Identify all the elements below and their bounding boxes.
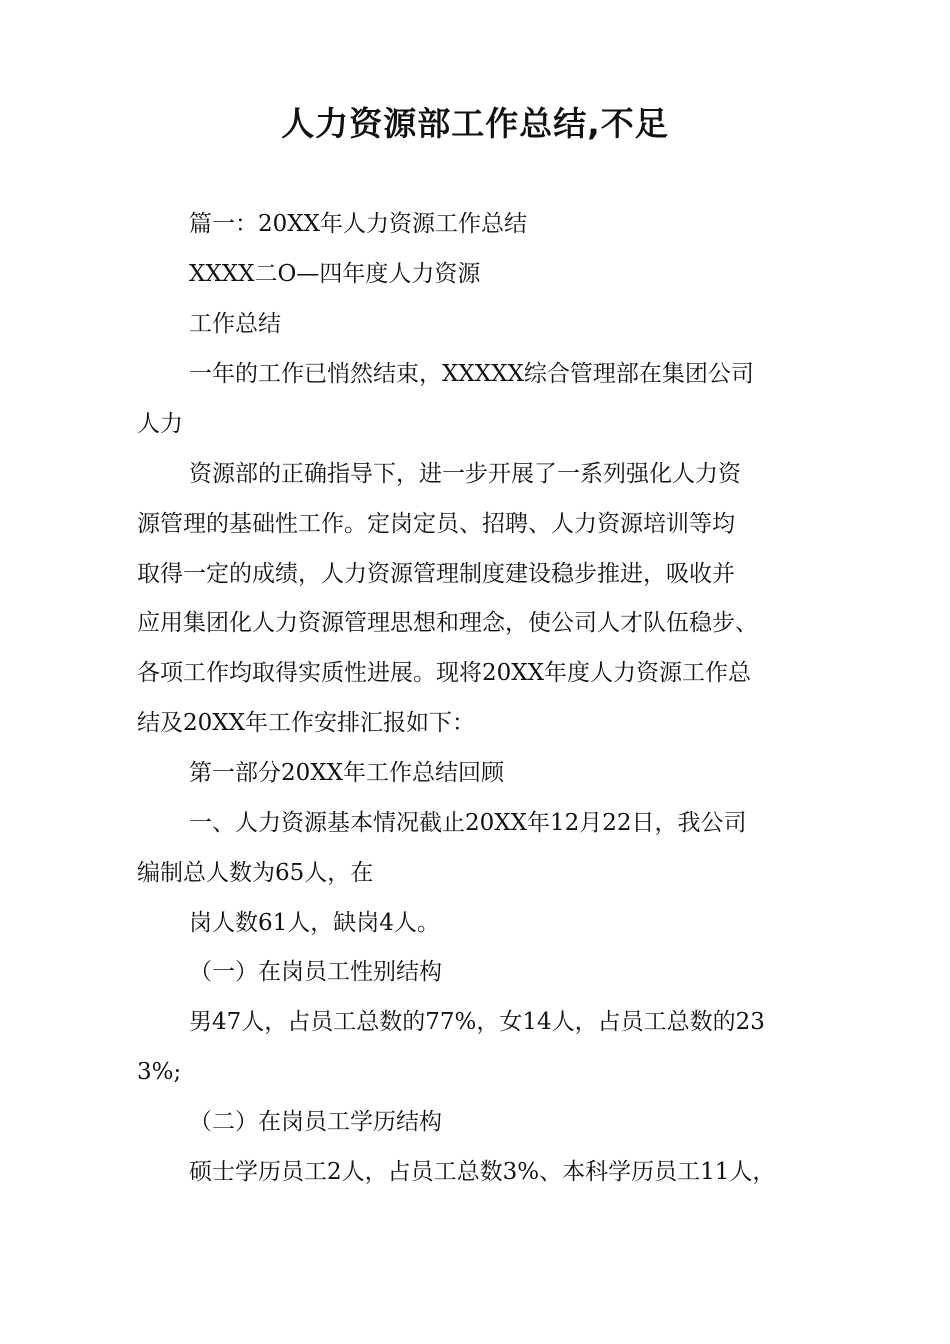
paragraph-line: 3%; [137,1059,182,1085]
paragraph-line: 工作总结 [189,311,281,337]
paragraph-line: 篇一：20XX年人力资源工作总结 [189,211,528,237]
paragraph-line: （二）在岗员工学历结构 [189,1109,442,1135]
paragraph-line: XXXX二O—四年度人力资源 [189,261,481,287]
document-title: 人力资源部工作总结,不足 [281,104,669,143]
paragraph-line: （一）在岗员工性别结构 [189,959,442,985]
paragraph-line: 资源部的正确指导下，进一步开展了一系列强化人力资 [189,461,741,487]
paragraph-line: 一、人力资源基本情况截止20XX年12月22日，我公司 [189,810,747,836]
paragraph-line: 一年的工作已悄然结束，XXXXX综合管理部在集团公司 [189,361,754,387]
paragraph-line: 结及20XX年工作安排汇报如下： [137,710,476,736]
paragraph-line: 各项工作均取得实质性进展。现将20XX年度人力资源工作总 [137,660,752,686]
paragraph-line: 取得一定的成绩，人力资源管理制度建设稳步推进，吸收并 [137,561,735,587]
paragraph-line: 应用集团化人力资源管理思想和理念，使公司人才队伍稳步、 [137,610,758,636]
paragraph-line: 岗人数61人，缺岗4人。 [189,910,440,936]
paragraph-line: 编制总人数为65人，在 [137,860,374,886]
paragraph-line: 硕士学历员工2人，占员工总数3%、本科学历员工11人， [189,1159,776,1185]
paragraph-line: 人力 [137,411,183,437]
paragraph-line: 男47人，占员工总数的77%，女14人，占员工总数的23 [189,1009,765,1035]
paragraph-line: 第一部分20XX年工作总结回顾 [189,760,505,786]
paragraph-line: 源管理的基础性工作。定岗定员、招聘、人力资源培训等均 [137,511,735,537]
